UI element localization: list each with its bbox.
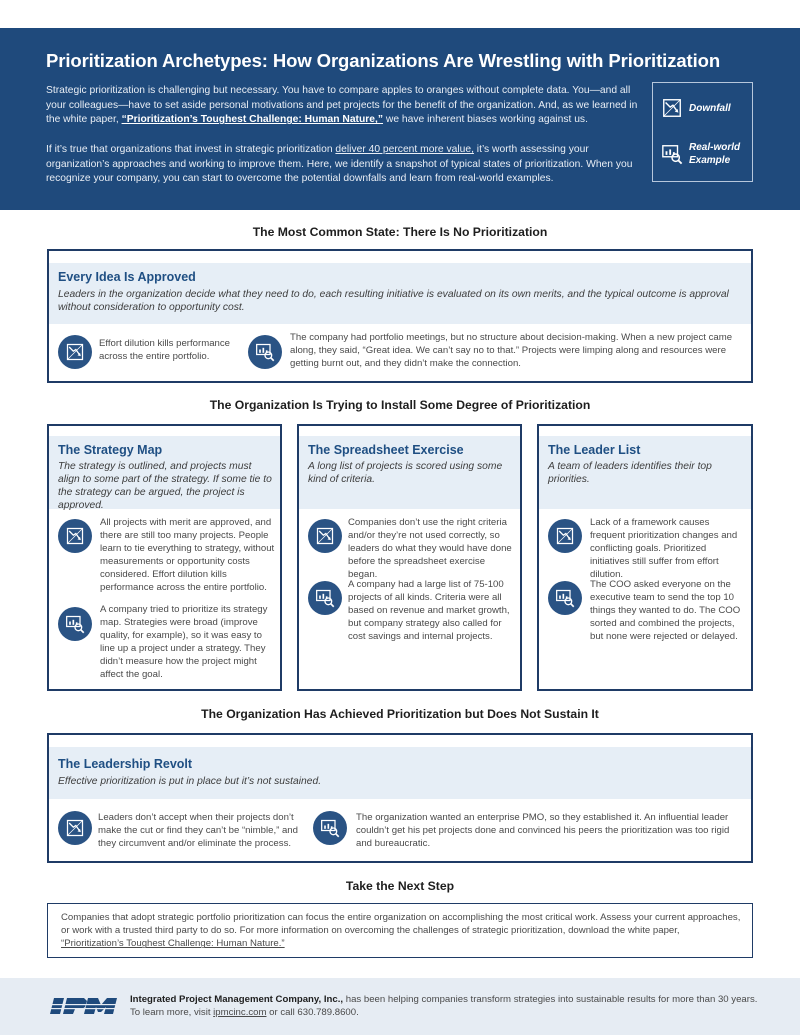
archetype-card [47, 424, 282, 691]
archetype-card [297, 424, 522, 691]
downfall-icon [58, 519, 92, 553]
section-title: The Organization Is Trying to Install Some Degree of Prioritization [209, 398, 591, 412]
icon-legend [652, 82, 753, 182]
footer [0, 978, 800, 1035]
example-text: A company had a large list of 75-100 projects of all kinds. Criteria were all based on revenue and market growth, but company strategy also called for cost savings and internal projects. [348, 579, 510, 642]
next-step-box [47, 903, 753, 958]
header-banner [0, 28, 800, 210]
card-title: Every Idea Is Approved [58, 270, 196, 284]
footer-text: Integrated Project Management Company, Inc., has been helping companies transform strategies into sustainable results for more than 30 years. To learn more, visit ipmcinc.com or call 630.789.8600. [130, 994, 758, 1019]
example-text: A company tried to prioritize its strategy map. Strategies were broad (improve quality, for example), so it was easy to line up a project under a strategy. They didn’t measure how the project might affect the goal. [100, 604, 268, 680]
value-link[interactable]: deliver 40 percent more value, [335, 144, 474, 155]
card-title: The Leadership Revolt [58, 757, 193, 771]
ipm-logo [48, 996, 118, 1016]
downfall-icon [661, 97, 683, 119]
card-title: The Leader List [548, 443, 641, 457]
website-link[interactable]: ipmcinc.com [213, 1007, 267, 1019]
example-text: The organization wanted an enterprise PMO, so they established it. An influential leader couldn’t get his pet projects done and convinced his peers the prioritization was too rigid and bureaucratic. [356, 812, 730, 849]
white-paper-download-link[interactable]: “Prioritization’s Toughest Challenge: Human Nature.” [61, 938, 285, 950]
section-title: The Most Common State: There Is No Prioritization [252, 225, 548, 239]
archetype-card [537, 424, 753, 691]
intro-paragraph-1: Strategic prioritization is challenging but necessary. You have to compare apples to oranges without complete data. You—and all your colleagues—have to set aside personal motivations and pet projects for the benefit of the organization. And, as we learned in the white paper, “Prioritization’s Toughest Challenge: Human Nature,” we have inherent biases working against us. [46, 85, 638, 126]
intro-paragraph-2: If it’s true that organizations that invest in strategic prioritization deliver 40 percent more value, it’s worth assessing your organization’s approaches and working to improve them. Here, we identify a snapshot of typical states of prioritization. When you recognize your company, you can start to overcome the potential downfalls and learn from real-world examples. [46, 144, 633, 185]
real-world-example-icon [313, 811, 347, 845]
legend-example: Real-world Example [661, 141, 740, 167]
real-world-example-icon [308, 581, 342, 615]
card-title: The Strategy Map [58, 443, 163, 457]
downfall-text: Lack of a framework causes frequent prioritization changes and conflicting goals. Prioritized initiatives still suffer from effort dilution. [590, 517, 738, 580]
real-world-example-icon [58, 607, 92, 641]
card-subtitle: The strategy is outlined, and projects must align to some part of the strategy. If some tie to the strategy can be argued, the project is approved. [58, 461, 272, 511]
downfall-icon [308, 519, 342, 553]
downfall-icon [58, 335, 92, 369]
page-title: Prioritization Archetypes: How Organizations Are Wrestling with Prioritization [46, 50, 721, 71]
archetype-card [47, 249, 753, 383]
white-paper-link[interactable]: “Prioritization’s Toughest Challenge: Human Nature,” [121, 114, 384, 126]
downfall-text: Effort dilution kills performance across the entire portfolio. [99, 338, 230, 362]
downfall-text: Leaders don’t accept when their projects don’t make the cut or find they can’t be “nimble,” and they circumvent and/or eliminate the process. [98, 812, 298, 849]
example-text: The COO asked everyone on the executive team to send the top 10 things they wanted to do. The COO sorted and combined the projects, but none were rejected or delayed. [590, 579, 741, 642]
downfall-text: Companies don’t use the right criteria and/or they’re not used correctly, so leaders do what they would have done before the spreadsheet exercise began. [348, 517, 512, 580]
card-subtitle: Leaders in the organization decide what they need to do, each resulting initiative is evaluated on its own merits, and the typical outcome is approval without consideration to opportunity cost. [58, 289, 729, 313]
example-text: The company had portfolio meetings, but no structure about decision-making. When a new project came along, they said, “Great idea. We can’t say no to that.” Projects were limping along and resources were getting burnt out, and they didn’t make the connection. [290, 332, 733, 369]
section-title: The Organization Has Achieved Prioritization but Does Not Sustain It [201, 707, 599, 721]
top-strip [0, 0, 800, 28]
next-step-text: Companies that adopt strategic portfolio prioritization can focus the entire organization on accomplishing the most critical work. Assess your current approaches, or work with a trusted third party to do so. For more information on overcoming the challenges of strategic prioritization, download the white paper, “Prioritization’s Toughest Challenge: Human Nature.” [61, 912, 741, 950]
card-subtitle: A team of leaders identifies their top priorities. [548, 461, 712, 485]
real-world-example-icon [661, 143, 683, 165]
real-world-example-icon [548, 581, 582, 615]
archetype-card [47, 733, 753, 863]
downfall-icon [58, 811, 92, 845]
section-title: Take the Next Step [345, 879, 455, 893]
downfall-text: All projects with merit are approved, and there are still too many projects. People learn to tie everything to strategy, without measurements or opportunity costs considered. Effort dilution kills performance across the entire portfolio. [100, 517, 275, 593]
real-world-example-icon [248, 335, 282, 369]
card-subtitle: A long list of projects is scored using some kind of criteria. [308, 461, 503, 485]
card-subtitle: Effective prioritization is put in place but it’s not sustained. [58, 776, 322, 787]
svg-text:IPM: IPM [48, 996, 50, 997]
legend-downfall: Downfall [661, 97, 731, 119]
card-title: The Spreadsheet Exercise [308, 443, 464, 457]
downfall-icon [548, 519, 582, 553]
